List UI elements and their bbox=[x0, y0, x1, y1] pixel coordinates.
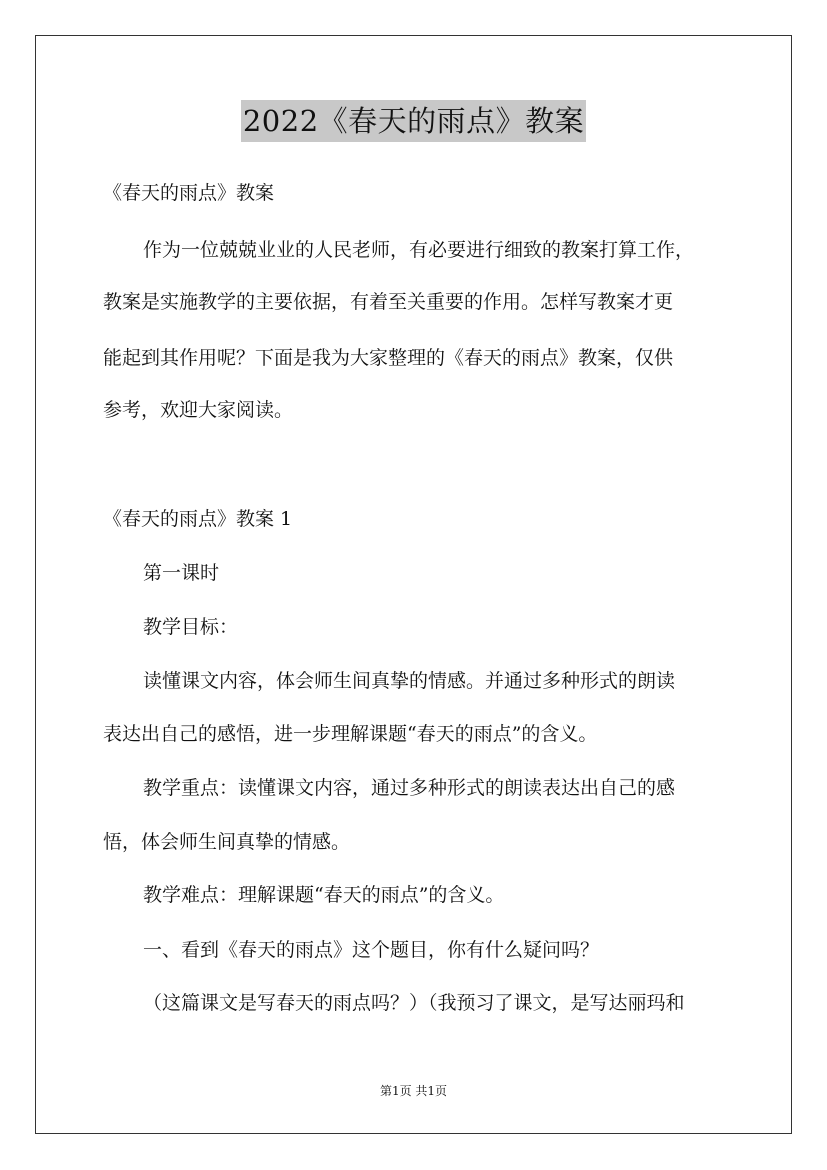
objectives-label: 教学目标： bbox=[143, 616, 239, 638]
intro-heading: 《春天的雨点》教案 bbox=[103, 182, 275, 204]
paragraph-line: （这篇课文是写春天的雨点吗？）（我预习了课文，是写达丽玛和 bbox=[143, 992, 685, 1014]
lesson-label: 第一课时 bbox=[143, 562, 220, 584]
paragraph-line: 一、看到《春天的雨点》这个题目，你有什么疑问吗？ bbox=[143, 939, 600, 961]
section-heading: 《春天的雨点》教案 1 bbox=[103, 508, 293, 530]
page-footer: 第1页 共1页 bbox=[379, 1084, 448, 1098]
paragraph-line: 读懂课文内容，体会师生间真挚的情感。并通过多种形式的朗读 bbox=[143, 670, 676, 692]
paragraph-line: 教学重点：读懂课文内容，通过多种形式的朗读表达出自己的感 bbox=[143, 777, 676, 799]
paragraph-line: 表达出自己的感悟，进一步理解课题“春天的雨点”的含义。 bbox=[103, 723, 598, 745]
paragraph-line: 教案是实施教学的主要依据，有着至关重要的作用。怎样写教案才更 bbox=[103, 291, 674, 313]
paragraph-line: 参考，欢迎大家阅读。 bbox=[103, 399, 294, 421]
paragraph-line: 能起到其作用呢？下面是我为大家整理的《春天的雨点》教案，仅供 bbox=[103, 347, 674, 369]
paragraph-line: 作为一位兢兢业业的人民老师，有必要进行细致的教案打算工作， bbox=[143, 239, 695, 261]
document-title: 2022《春天的雨点》教案 bbox=[241, 100, 586, 142]
paragraph-line: 教学难点：理解课题“春天的雨点”的含义。 bbox=[143, 884, 505, 906]
paragraph-line: 悟，体会师生间真挚的情感。 bbox=[103, 831, 351, 853]
title-container bbox=[0, 100, 827, 142]
